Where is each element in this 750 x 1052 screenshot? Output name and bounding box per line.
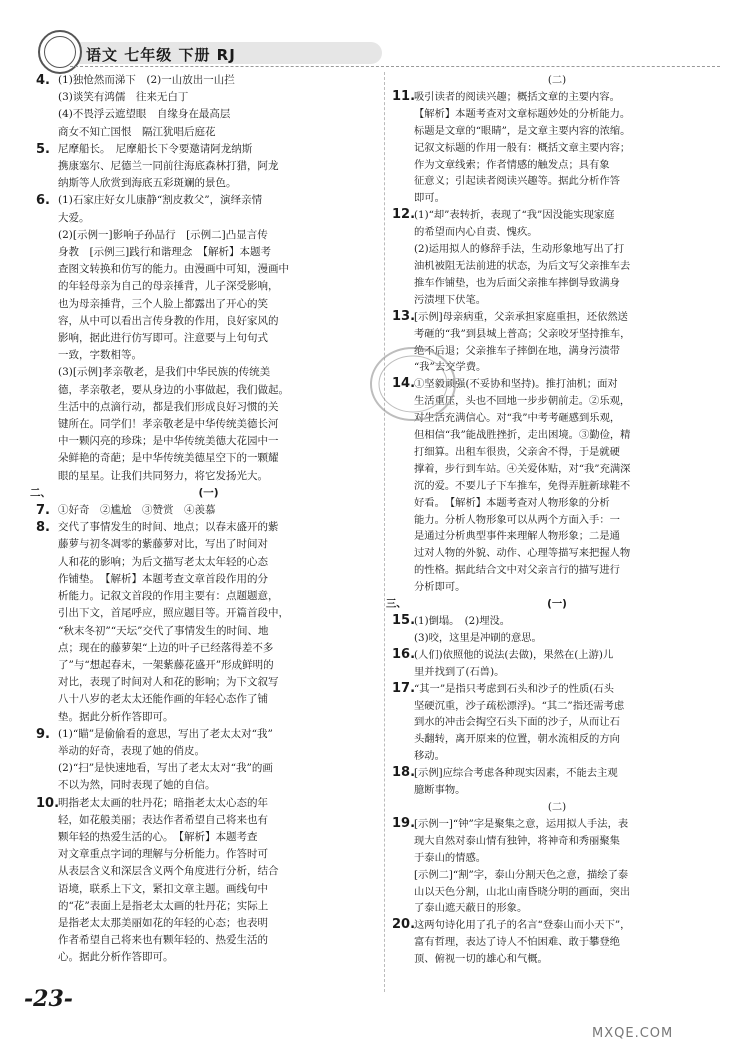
answer-line: “我”去交学费。	[414, 361, 487, 374]
answer-line: 垫。据此分析作答即可。	[58, 710, 174, 723]
answer-line: (3)咬，这里是冲刷的意思。	[414, 631, 542, 644]
answer-line: 山以天色分割，山北山南昏晓分明的画面，突出	[414, 885, 631, 898]
answer-line: 记叙文标题的作用一般有：概括文章主要内容；	[414, 141, 631, 154]
answer-item	[392, 89, 722, 207]
answer-line: 的性格。据此结合文中对父亲言行的描写进行	[414, 564, 620, 577]
answer-line: 推车作铺垫，也为后面父亲推车摔倒导致满身	[414, 276, 620, 289]
answer-line: 生活重压，头也不回地一步步朝前走。②乐观，	[414, 395, 631, 408]
answer-number: 16.	[392, 646, 416, 662]
answer-line: 尼摩船长。 尼摩船长下令要邀请阿龙纳斯	[58, 142, 253, 155]
answer-line: [示例一]“钟”字是聚集之意，运用拟人手法，表	[414, 817, 629, 830]
subsection-label: (一)	[198, 486, 219, 499]
answer-number: 20.	[392, 917, 416, 933]
answer-line: ①坚毅顽强(不妥协和坚持)。推打油机；面对	[414, 378, 618, 391]
answer-line: 能力。分析人物形象可以从两个方面入手：一	[414, 513, 620, 526]
section-heading	[30, 485, 381, 502]
answer-line: 是指老太太那美丽如花的年轻的心态；也表明	[58, 916, 268, 929]
answer-line: 里并找到了(石兽)。	[414, 665, 505, 678]
answer-line: 头翻转，离开原来的位置，朝水流相反的方向	[414, 733, 620, 746]
answer-line: 于泰山的情感。	[414, 851, 487, 864]
answer-item	[392, 647, 722, 681]
answer-line: 影响，据此进行仿写即可。注意要与上句句式	[58, 332, 268, 345]
answer-line: 考砸的“我”到县城上普高；父亲咬牙坚持推车，	[414, 327, 631, 340]
answer-line: 朵鲜艳的奇葩；是中华传统美德星空下的一颗耀	[58, 452, 279, 465]
section-heading	[386, 596, 722, 613]
answer-line: 的“花”表面上是指老太太画的牡丹花；实际上	[58, 899, 269, 912]
answer-line: 了泰山遮天蔽日的形象。	[414, 902, 528, 915]
answer-line: 臆断事物。	[414, 784, 466, 797]
answer-line: 生活中的点滴行动，都是我们形成良好习惯的关	[58, 400, 279, 413]
answer-line: 颗年轻的热爱生活的心。 【解析】本题考查	[58, 830, 258, 843]
answer-line: 携康塞尔、尼德兰一同前往海底森林打猎，阿龙	[58, 160, 279, 173]
answer-item	[392, 613, 722, 647]
answer-item	[36, 192, 381, 484]
header-title: 语文 七年级 下册 RJ	[86, 46, 236, 64]
answer-item	[392, 917, 722, 968]
answer-line: 一致，字数相等。	[58, 349, 142, 362]
answer-line: 心。据此分析作答即可。	[58, 951, 174, 964]
column-divider	[384, 72, 385, 992]
answer-line: 藤萝与初冬凋零的紫藤萝对比，写出了时间对	[58, 538, 268, 551]
answer-line: 了”与“想起春末，一架紫藤花盛开”形成鲜明的	[58, 658, 274, 671]
answer-line: 语境，联系上下文，紧扣文章主题。画线句中	[58, 882, 268, 895]
answer-number: 17.	[392, 680, 416, 696]
answer-line: (1)倒塌。 (2)埋没。	[414, 615, 511, 627]
answer-item	[36, 141, 381, 193]
answer-line: 明指老太太画的牡丹花；暗指老太太心态的年	[58, 796, 268, 809]
page-header	[0, 0, 750, 64]
answer-line: 是通过分析典型事件来理解人物形象；二是通	[414, 530, 620, 543]
answer-line: 作为文章线索；作者情感的触发点；具有象	[414, 158, 610, 171]
answer-item	[36, 726, 381, 795]
answer-line: 分析即可。	[414, 581, 466, 594]
answer-line: 从表层含义和深层含义两个角度进行分析，结合	[58, 865, 279, 878]
answer-line: 油机被阻无法前进的状态，为后文写父亲推车去	[414, 259, 631, 272]
answer-number: 12.	[392, 207, 416, 223]
answer-line: 对文章重点字词的理解与分析能力。作答时可	[58, 848, 268, 861]
answer-line: [示例]母亲病重，父亲承担家庭重担，还依然送	[414, 310, 628, 323]
answer-line: 人和花的影响；为后文描写老太太年轻的心态	[58, 555, 268, 568]
answer-line: “其一”是指只考虑到石头和沙子的性质(石头	[414, 682, 614, 695]
answer-item	[392, 765, 722, 799]
section-label: 三、	[386, 598, 407, 611]
right-column	[386, 72, 722, 968]
answer-line: (1)“却”表转折，表现了“我”因没能实现家庭	[414, 209, 615, 222]
site-watermark	[592, 1000, 742, 1048]
answer-line: (2)“扫”是快速地看，写出了老太太对“我”的画	[58, 762, 273, 775]
answer-number: 4.	[36, 73, 50, 88]
answer-number: 15.	[392, 613, 416, 628]
answer-line: (人们)依照他的说法(去做)，果然在(上游)儿	[414, 648, 614, 661]
logo-ring	[44, 36, 76, 68]
answer-item	[36, 502, 381, 519]
answer-number: 9.	[36, 726, 50, 742]
answer-line: (1)石家庄好女儿康静“割皮救父”，演绎亲情	[58, 194, 263, 207]
answer-line: 的希望而内心自责、愧疚。	[414, 226, 538, 239]
answer-line: [示例]应综合考虑各种现实因素，不能去主观	[414, 767, 618, 780]
answer-item	[392, 681, 722, 766]
publisher-logo	[38, 30, 82, 74]
answer-line: (4)不畏浮云遮望眼 自缘身在最高层	[58, 108, 231, 121]
answer-line: 大爱。	[58, 211, 90, 224]
answer-line: 身教 [示例三]践行和谐理念 【解析】本题考	[58, 246, 271, 259]
answer-number: 13.	[392, 308, 416, 324]
answer-line: ①好奇 ②尴尬 ③赞赏 ④羡慕	[58, 504, 216, 517]
answer-line: 容，从中可以看出言传身教的作用，良好家风的	[58, 314, 279, 327]
answer-line: (1)独怆然而涕下 (2)一山放出一山拦	[58, 74, 235, 86]
watermark-text: MXQE.COM	[592, 1026, 674, 1041]
answer-line: “秋末冬初”“天坛”交代了事情发生的时间、地	[58, 624, 269, 637]
answer-line: 现大自然对泰山情有独钟，将神奇和秀丽聚集	[414, 834, 620, 847]
answer-line: 但相信“我”能战胜挫折，走出困境。③勤俭，精	[414, 429, 631, 442]
answer-line: 打细算。出租车很贵，父亲舍不得，于是就硬	[414, 445, 620, 458]
answer-number: 7.	[36, 503, 50, 519]
answer-line: 纳斯等人欣赏到海底五彩斑斓的景色。	[58, 177, 237, 190]
answer-number: 8.	[36, 520, 50, 536]
answer-item	[392, 207, 722, 308]
subsection-label: (二)	[547, 74, 567, 86]
answer-line: 这两句诗化用了孔子的名言“登泰山而小天下”，	[414, 919, 631, 932]
section-label: 二、	[30, 486, 51, 499]
approval-stamp	[368, 345, 458, 423]
answer-number: 18.	[392, 765, 416, 781]
answer-line: 标题是文章的“眼睛”，是文章主要内容的浓缩。	[414, 124, 631, 137]
answer-item	[36, 519, 381, 725]
answer-line: 富有哲理，表达了诗人不怕困难、敢于攀登绝	[414, 936, 620, 949]
answer-line: (3)[示例]孝亲敬老，是我们中华民族的传统美	[58, 366, 271, 379]
answer-line: 到水的冲击会掏空石头下面的沙子，从而让石	[414, 716, 620, 729]
answer-line: 也为母亲捶背，三个人脸上都露出了开心的笑	[58, 297, 268, 310]
left-column	[30, 72, 381, 967]
answer-line: 查图文转换和仿写的能力。由漫画中可知，漫画中	[58, 263, 289, 276]
answer-line: 顶、俯视一切的雄心和气概。	[414, 953, 548, 966]
answer-line: (3)谈笑有鸿儒 往来无白丁	[58, 91, 189, 104]
answer-line: (2)运用拟人的修辞手法，生动形象地写出了打	[414, 243, 625, 256]
answer-line: 商女不知亡国恨 隔江犹唱后庭花	[58, 125, 216, 138]
answer-number: 11.	[392, 88, 416, 104]
answer-line: 对生活充满信心。对“我”中考考砸感到乐观，	[414, 412, 621, 425]
answer-line: 好看。 【解析】本题考查对人物形象的分析	[414, 496, 610, 509]
answer-line: 不以为然，同时表现了她的自信。	[58, 779, 216, 792]
answer-line: 撑着，步行到车站。④关爱体贴，对“我”充满深	[414, 462, 631, 475]
answer-line: 吸引读者的阅读兴趣；概括文章的主要内容。	[414, 90, 620, 103]
answer-line: 过对人物的外貌、动作、心理等描写来把握人物	[414, 547, 631, 560]
answer-line: 【解析】本题考查对文章标题妙处的分析能力。	[414, 107, 631, 120]
answer-line: 轻，如花般美丽；表达作者希望自己将来也有	[58, 813, 268, 826]
answer-line: 作铺垫。 【解析】本题考查文章首段作用的分	[58, 572, 268, 585]
answer-line: 举动的好奇，表现了她的俏皮。	[58, 744, 205, 757]
answer-item	[392, 816, 722, 917]
answer-line: 德，孝亲敬老，要从身边的小事做起，我们做起。	[58, 383, 289, 396]
subsection-label: (一)	[547, 598, 567, 611]
answer-line: 键所在。同学们！孝亲敬老是中华传统美德长河	[58, 418, 279, 431]
answer-item	[36, 795, 381, 967]
answer-line: 沉的爱。不要儿子下车推车，免得弄脏新球鞋不	[414, 479, 631, 492]
header-divider	[70, 66, 720, 67]
answer-line: [示例二]“割”字，泰山分割天色之意，描绘了泰	[414, 868, 629, 881]
answer-line: 的年轻母亲为自己的母亲捶背，儿子深受影响，	[58, 280, 279, 293]
answer-line: 绝不后退；父亲推车子摔倒在地，满身污渍带	[414, 344, 620, 357]
answer-line: 作者希望自己将来也有颗年轻的、热爱生活的	[58, 934, 268, 947]
answer-line: 眼的星星。让我们共同努力，将它发扬光大。	[58, 469, 268, 482]
answer-line: 引出下文，首尾呼应，照应题目等。开篇首段中，	[58, 607, 289, 620]
subsection-label: (二)	[547, 800, 567, 813]
answer-line: 对比，表现了时间对人和花的影响；为下文叙写	[58, 676, 279, 689]
answer-line: 征意义；引起读者阅读兴趣等。据此分析作答	[414, 175, 620, 188]
answer-line: 点；现在的藤萝架“上边的叶子已经落得差不多	[58, 641, 274, 654]
answer-line: 中一颗闪亮的珍珠；是中华传统美德大花园中一	[58, 435, 279, 448]
answer-line: 移动。	[414, 750, 445, 763]
answer-number: 10.	[36, 795, 60, 811]
answer-line: (1)“瞄”是偷偷看的意思，写出了老太太对“我”	[58, 727, 273, 740]
answer-line: 即可。	[414, 192, 445, 205]
answer-line: 交代了事情发生的时间、地点；以春末盛开的紫	[58, 521, 279, 534]
answer-item	[36, 72, 381, 141]
answer-number: 5.	[36, 141, 50, 157]
page-number: -23-	[24, 986, 73, 1012]
answer-line: 污渍埋下伏笔。	[414, 293, 487, 306]
answer-number: 19.	[392, 815, 416, 831]
answer-number: 6.	[36, 193, 50, 209]
answer-line: 坚硬沉重，沙子疏松漂浮)。“其二”指还需考虑	[414, 699, 625, 712]
answer-number: 14.	[392, 376, 416, 392]
answer-line: 八十八岁的老太太还能作画的年轻心态作了铺	[58, 693, 268, 706]
answer-line: (2)[示例一]影响子孙品行 [示例二]凸显言传	[58, 228, 268, 241]
answer-line: 析能力。记叙文首段的作用主要有：点题题意，	[58, 590, 279, 603]
